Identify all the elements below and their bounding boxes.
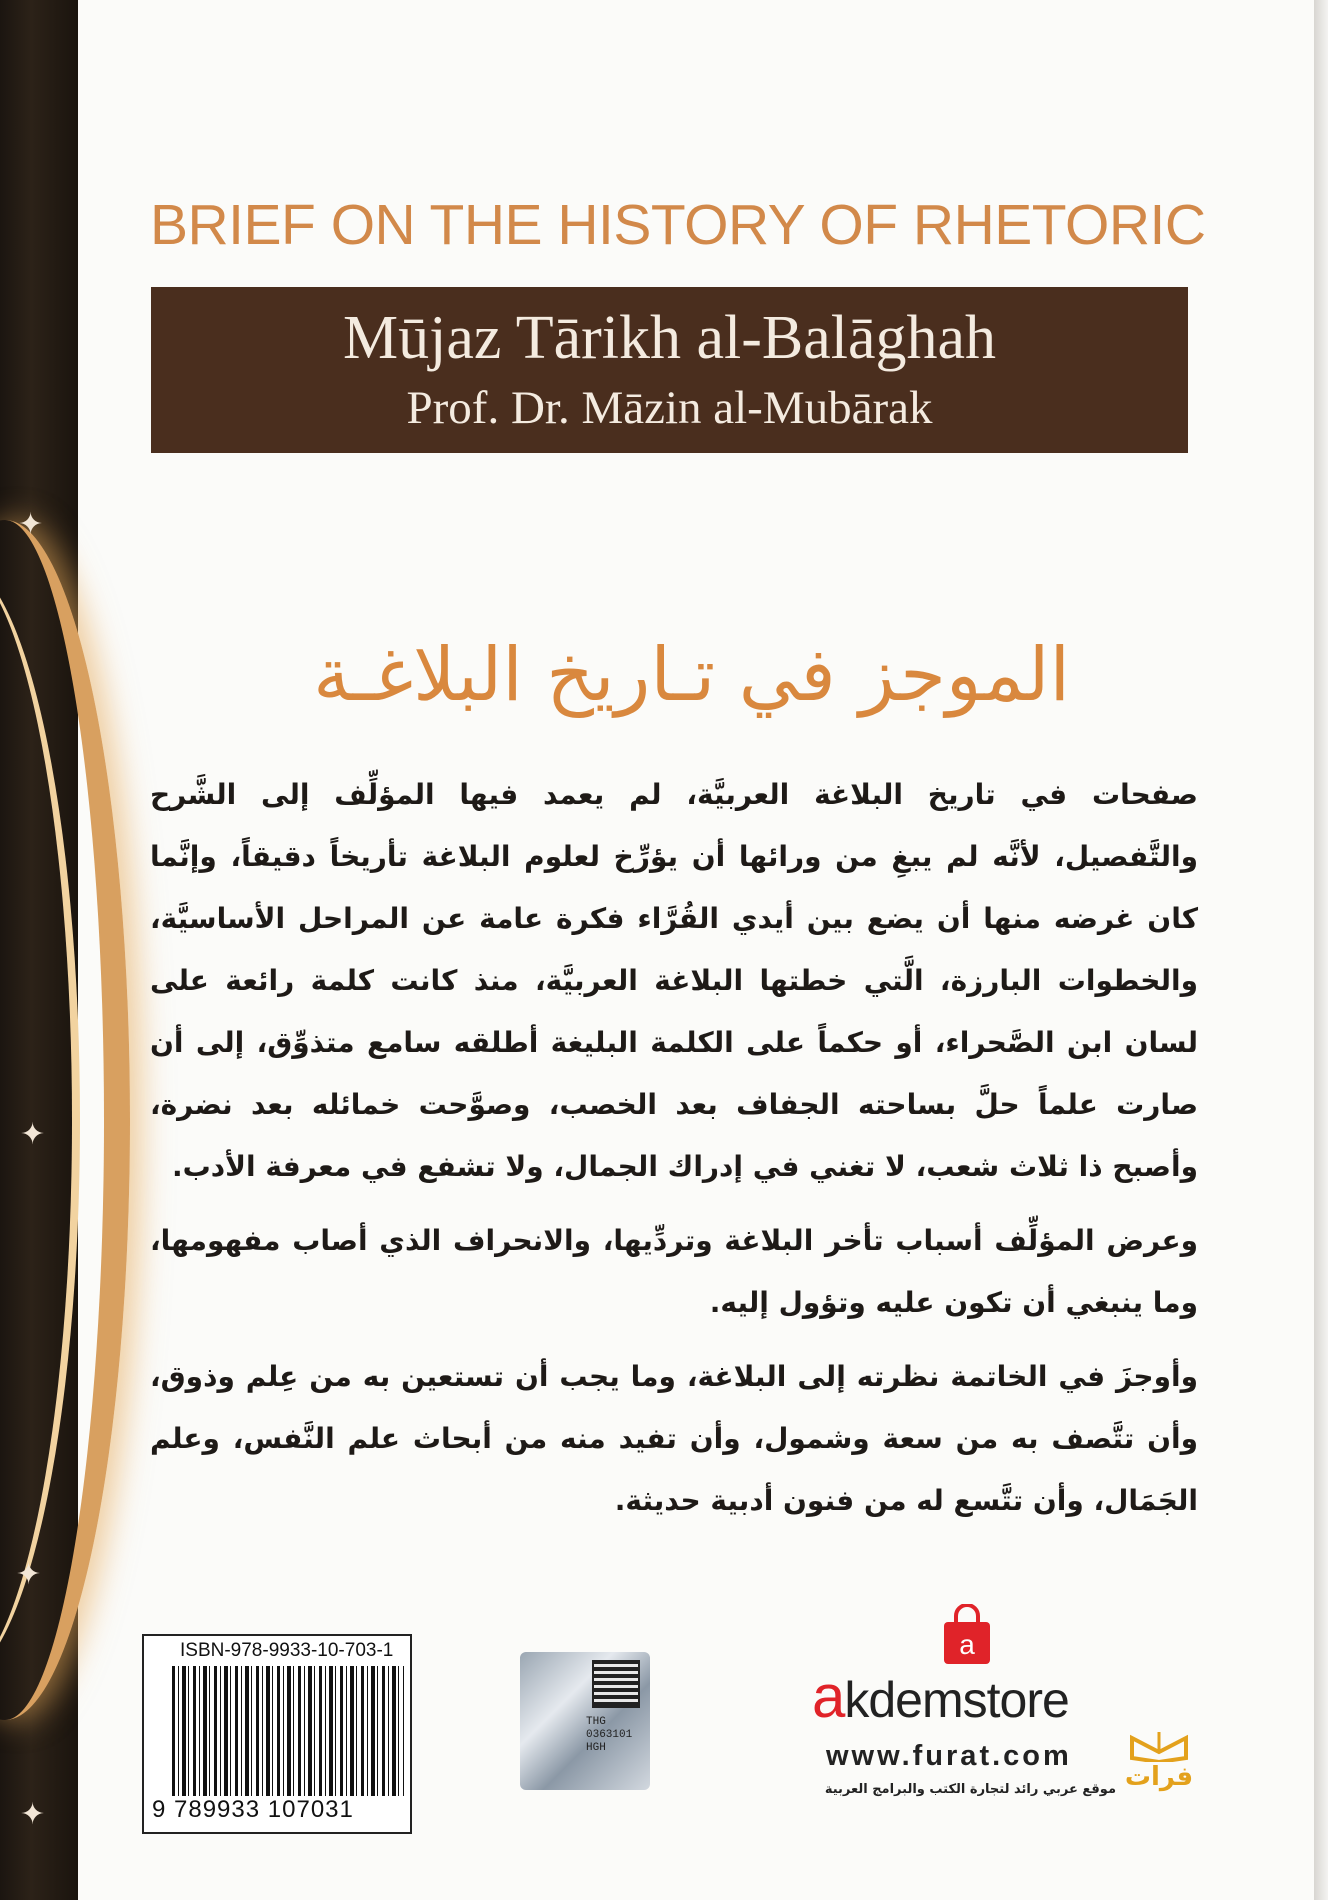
title-band [151,287,1188,453]
hologram-sticker [520,1652,650,1790]
qr-code-icon [592,1660,640,1708]
sparkle-icon: ✦ [16,1557,42,1592]
blurb-paragraph: وأوجزَ في الخاتمة نظرته إلى البلاغة، وما يجب أن تستعين به من عِلم وذوق، وأن تتَّصف به من سعة وشمول، وأن تفيد منه من أبحاث علم النَّفس، وعلم الجَمَال، وأن تتَّسع له من فنون أدبية حديثة. [150,1360,1198,1517]
open-book-icon [1124,1728,1194,1762]
blurb-paragraph: وعرض المؤلِّف أسباب تأخر البلاغة وتردِّيها، والانحراف الذي أصاب مفهومها، وما ينبغي أن تكون عليه وتؤول إليه. [150,1224,1198,1319]
author-name: Prof. Dr. Māzin al-Mubārak [406,382,933,434]
english-title: BRIEF ON THE HISTORY OF RHETORIC [150,193,1206,257]
sparkle-icon: ✦ [20,1117,46,1152]
sparkle-icon: ✦ [18,507,44,542]
blurb [150,764,1198,1544]
barcode-number: 9 789933 107031 [152,1796,408,1824]
arabic-title: الموجز في تـاريخ البلاغـة [313,632,1070,718]
transliterated-title: Mūjaz Tārikh al-Balāghah [342,304,997,372]
svg-text:a: a [959,1629,975,1660]
blurb-paragraph: صفحات في تاريخ البلاغة العربيَّة، لم يعمد فيها المؤلِّف إلى الشَّرح والتَّفصيل، لأنَّه لم يبغِ من ورائها أن يؤرِّخ لعلوم البلاغة تأريخاً دقيقاً، وإنَّما كان غرضه منها أن يضع بين أيدي القُرَّاء فكرة عامة عن المراحل الأساسيَّة، والخطوات البارزة، الَّتي خطتها البلاغة العربيَّة، منذ كانت كلمة رائعة على لسان ابن الصَّحراء، أو حكماً على الكلمة البليغة أطلقه سامع متذوِّق، إلى أن صارت علماً حلَّ بساحته الجفاف بعد الخصب، وصوَّحت خمائله بعد نضرة، وأصبح ذا ثلاث شعب، لا تغني في إدراك الجمال، ولا تشفع في معرفة الأدب. [150,778,1198,1183]
shopping-bag-icon [938,1604,996,1666]
page-edge [1314,0,1328,1900]
store-name: akdemstore [812,1663,1069,1730]
hologram-code: THG 0363101 HGH [586,1716,633,1754]
isbn-barcode [142,1634,412,1834]
isbn-label: ISBN-978-9933-10-703-1 [180,1640,394,1661]
barcode-bars [172,1666,404,1804]
furat-wordmark: فرات [1124,1762,1194,1792]
sparkle-icon: ✦ [20,1797,46,1832]
furat-logo [1124,1728,1194,1804]
publisher-tagline: موقع عربي رائد لتجارة الكتب والبرامج العربية [824,1782,1116,1797]
publisher-url: www.furat.com [826,1740,1072,1772]
decorative-left-strip [0,0,78,1900]
